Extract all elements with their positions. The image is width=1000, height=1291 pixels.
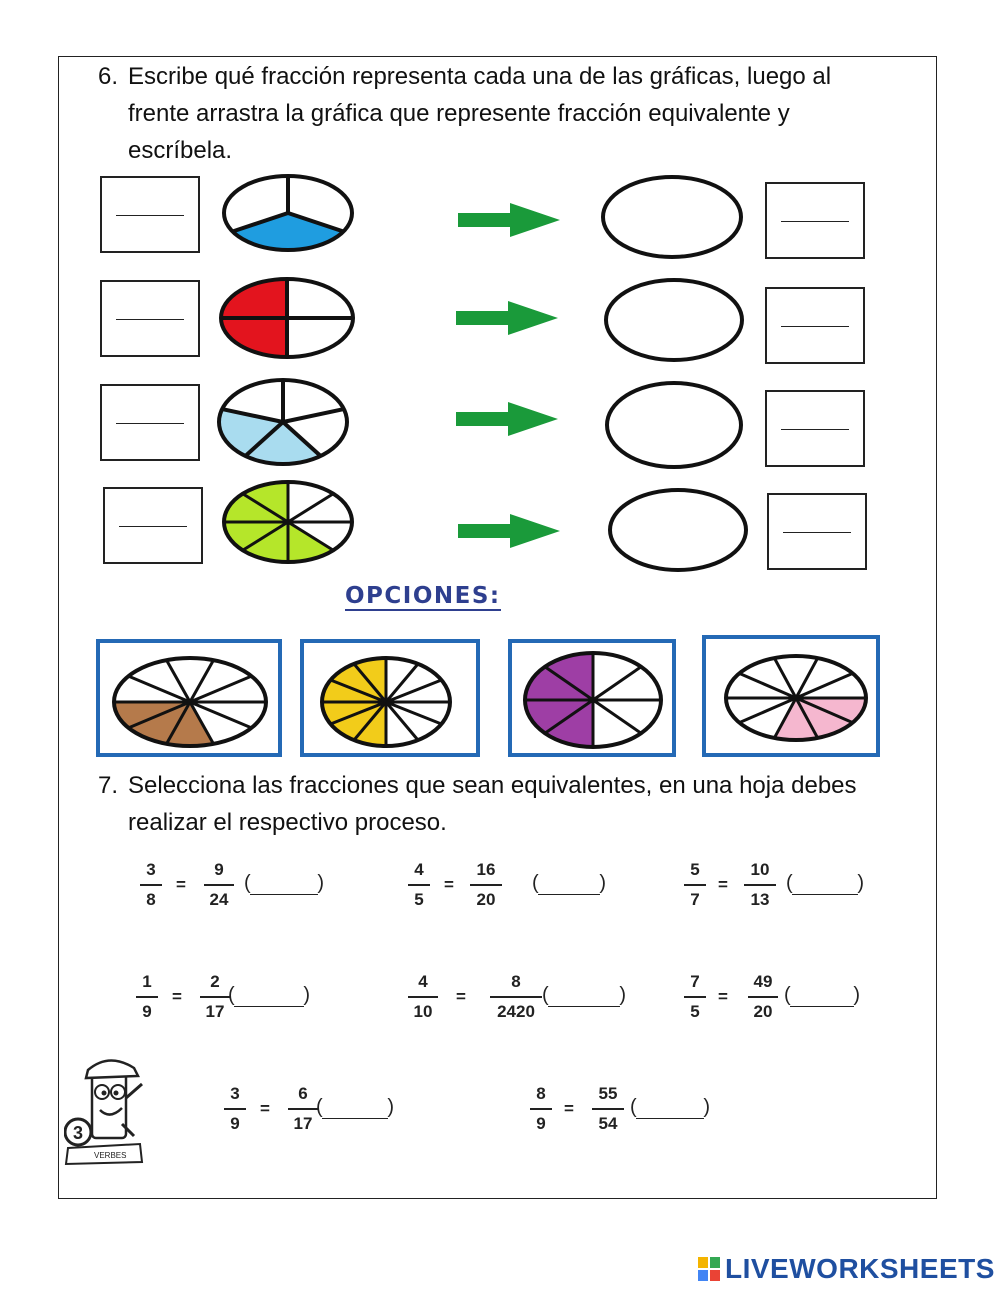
arrow-right-icon (458, 203, 560, 237)
fraction-equation-2: 4 5 = 16 20 ( ) (408, 858, 608, 922)
fraction-equation-3: 5 7 = 10 13 ( ) (684, 858, 868, 922)
answer-blank[interactable]: ( ) (244, 872, 324, 894)
instruction-line: frente arrastra la gráfica que represente fracción equivalente y (128, 100, 790, 127)
pie-chart-thirds (224, 176, 352, 250)
instruction-line: Selecciona las fracciones que sean equivalentes, en una hoja debes (128, 772, 857, 799)
answer-blank[interactable]: ( ) (784, 984, 860, 1006)
fraction-equation-1: 3 8 = 9 24 ( ) (140, 858, 330, 922)
instruction-line: escríbela. (128, 137, 233, 164)
drop-target-ellipse-1[interactable] (603, 177, 741, 257)
pie-chart-fifths (219, 380, 347, 464)
answer-blank[interactable]: ( ) (630, 1096, 710, 1118)
pencil-mascot-icon (64, 1054, 146, 1166)
question-number: 6. (98, 63, 119, 90)
fraction-equation-4: 1 9 = 2 17 ( ) (136, 970, 316, 1034)
fraction-equation-5: 4 10 = 8 2420 ( ) (408, 970, 628, 1034)
instruction-line: realizar el respectivo proceso. (128, 809, 447, 836)
option-pie-tenths-pink[interactable] (726, 656, 866, 740)
fraction-equation-6: 7 5 = 49 20 ( ) (684, 970, 868, 1034)
options-heading: OPCIONES: (345, 583, 501, 609)
question-number: 7. (98, 772, 119, 799)
liveworksheets-logo (697, 1252, 995, 1286)
svg-text:3: 3 (73, 1123, 84, 1143)
arrow-right-icon (456, 402, 558, 436)
answer-blank[interactable]: ( ) (786, 872, 864, 894)
drop-target-ellipse-4[interactable] (610, 490, 746, 570)
option-pie-tenths-brown[interactable] (114, 658, 266, 746)
fraction-equation-8: 8 9 = 55 54 ( ) (530, 1082, 714, 1146)
drop-target-ellipse-2[interactable] (606, 280, 742, 360)
answer-blank[interactable]: ( ) (316, 1096, 394, 1118)
pie-chart-eighths (224, 482, 352, 562)
answer-blank[interactable]: ( ) (532, 872, 606, 894)
svg-text:VERBES: VERBES (94, 1151, 127, 1160)
fraction-equation-7: 3 9 = 6 17 ( ) (224, 1082, 404, 1146)
liveworksheets-logo-icon (697, 1256, 721, 1282)
arrow-right-icon (456, 301, 558, 335)
liveworksheets-brand-text: LIVEWORKSHEETS (725, 1253, 995, 1284)
option-pie-eighths-purple[interactable] (525, 653, 661, 747)
drop-target-ellipse-3[interactable] (607, 383, 741, 467)
answer-blank[interactable]: ( ) (228, 984, 310, 1006)
answer-blank[interactable]: ( ) (542, 984, 626, 1006)
pie-chart-quarters (221, 279, 353, 357)
arrow-right-icon (458, 514, 560, 548)
option-pie-twelfths-yellow[interactable] (322, 658, 450, 746)
instruction-line: Escribe qué fracción representa cada una de las gráficas, luego al (128, 63, 832, 90)
